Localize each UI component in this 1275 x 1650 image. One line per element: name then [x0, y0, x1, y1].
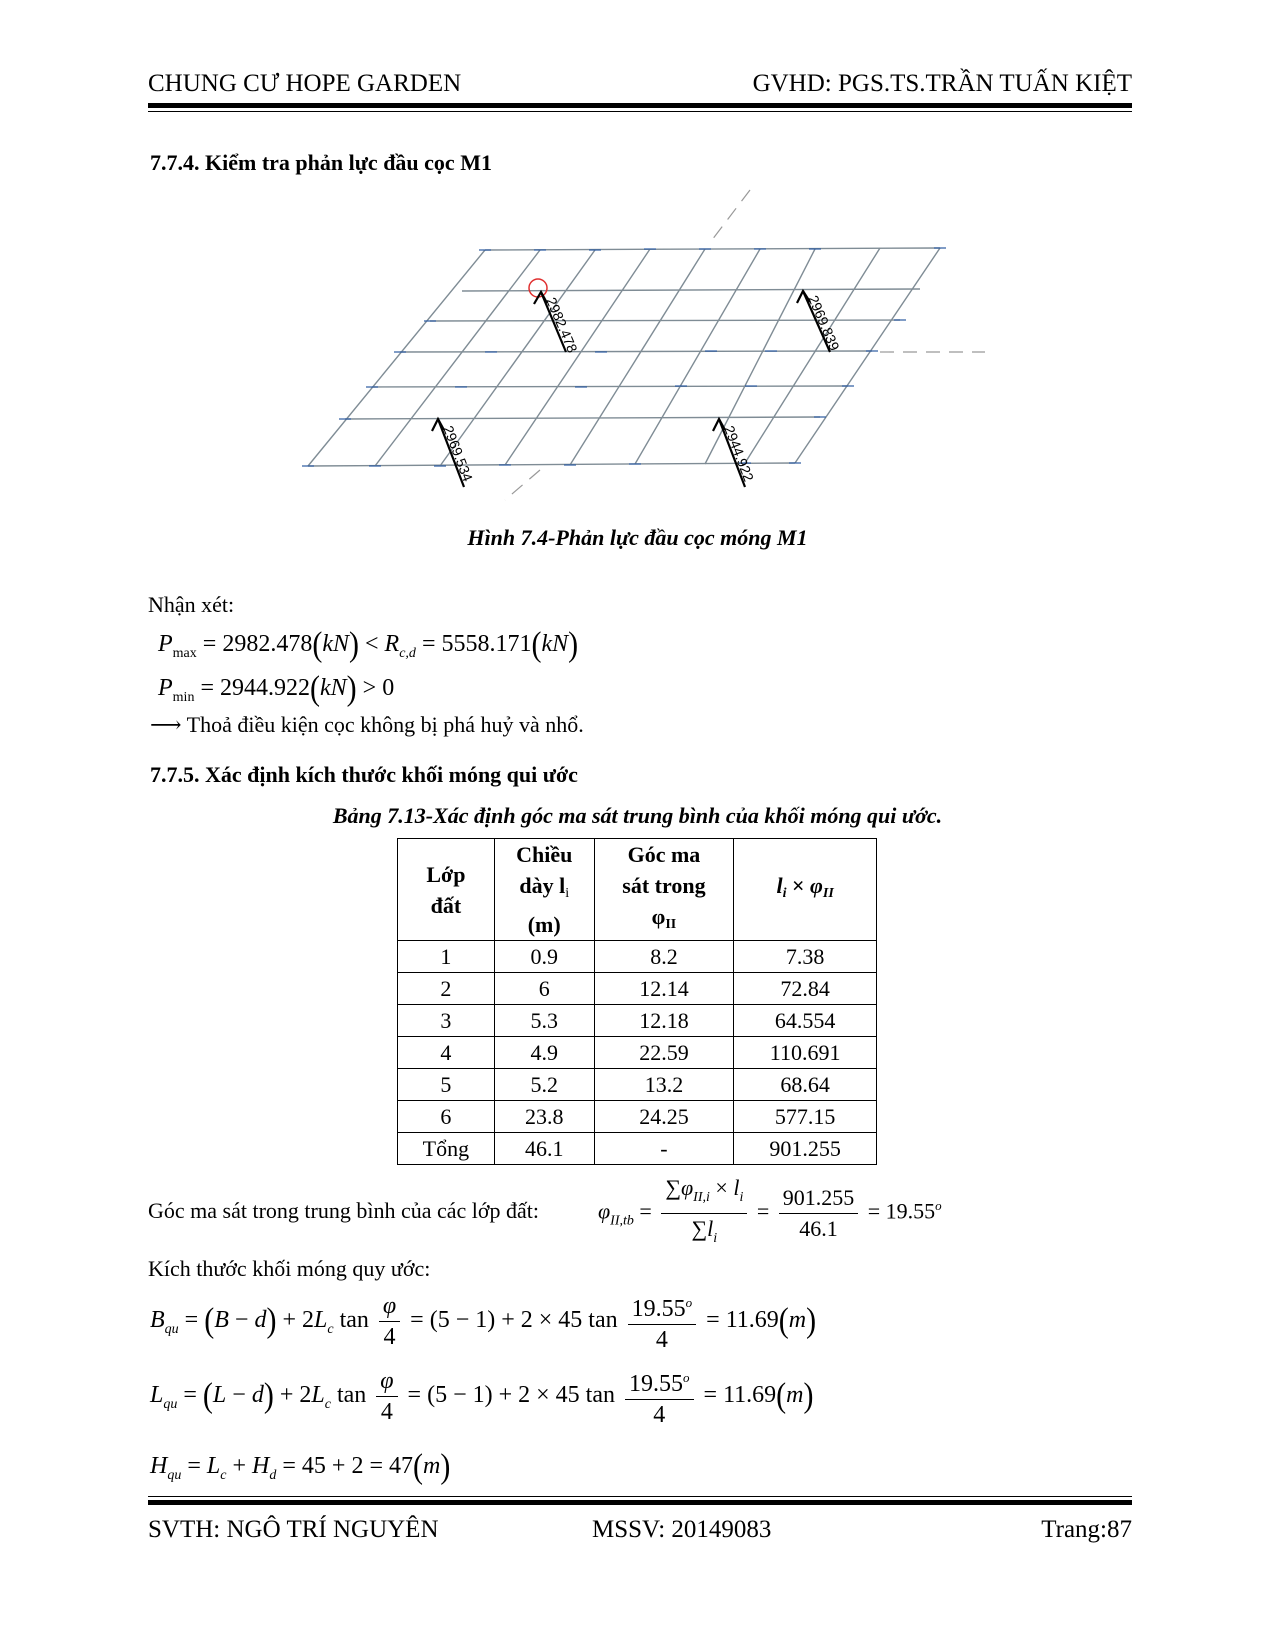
table-cell: 72.84: [734, 973, 877, 1005]
table-cell: 12.18: [594, 1005, 734, 1037]
table-cell: 1: [398, 941, 495, 973]
remark-label: Nhận xét:: [148, 592, 235, 617]
table-cell: 23.8: [494, 1101, 594, 1133]
remark-conclusion-line: [150, 712, 584, 738]
reaction-label-pmax: 2982.478: [543, 294, 581, 355]
footer-student: SVTH: NGÔ TRÍ NGUYÊN: [148, 1516, 439, 1543]
header-rule-thin: [148, 111, 1132, 112]
rcd-unit: kN: [541, 631, 569, 657]
header-rule: [148, 103, 1132, 108]
table-cell: 7.38: [734, 941, 877, 973]
header-advisor: GVHD: PGS.TS.TRẦN TUẤN KIỆT: [752, 70, 1132, 97]
table-cell: 577.15: [734, 1101, 877, 1133]
section-774-title: 7.7.4. Kiểm tra phản lực đầu cọc M1: [150, 150, 492, 175]
grid-nodes: [302, 248, 946, 466]
bqu-divisor: 4: [655, 1327, 668, 1353]
header-project-title: CHUNG CƯ HOPE GARDEN: [148, 70, 462, 97]
pmin-equation: $P_{min} = 2944.922(kN) > 0$: [158, 669, 395, 708]
bqu-value: 11.69: [725, 1307, 779, 1334]
table-cell: 13.2: [594, 1069, 734, 1101]
avg-friction-equation: $\varphi_{II,tb}$ = $\frac{\sum\varphi_{II,i} \times l_i}{\sum l_i}$ = $\frac{901.255}{46.1}$ = $19.55^o$: [598, 1175, 942, 1246]
figure-caption: Hình 7.4-Phản lực đầu cọc móng M1: [467, 525, 808, 550]
footer-mssv: MSSV: 20149083: [592, 1516, 772, 1543]
avg-friction-label: Góc ma sát trong trung bình của các lớp đất:: [148, 1198, 540, 1223]
table-cell: 64.554: [734, 1005, 877, 1037]
footer-rule-thin: [148, 1496, 1132, 1497]
table-cell: 5: [398, 1069, 495, 1101]
pmax-unit: kN: [322, 631, 349, 657]
table-cell: 901.255: [734, 1133, 877, 1165]
pile-reaction-figure: [280, 180, 1000, 510]
table-cell: 4.9: [494, 1037, 594, 1069]
lqu-expression: (5 − 1) + 2 × 45 tan: [427, 1382, 616, 1409]
table-total-row: [398, 1133, 877, 1165]
table-cell: 8.2: [594, 941, 734, 973]
reaction-label-pmin: 2944.922: [721, 423, 758, 484]
table-row: [398, 1101, 877, 1133]
table-cell: 6: [398, 1101, 495, 1133]
table-cell: 12.14: [594, 973, 734, 1005]
pmin-unit: kN: [320, 675, 347, 701]
table-cell: -: [594, 1133, 734, 1165]
reaction-label-right: 2969.839: [805, 292, 843, 353]
pile-grid: [308, 248, 940, 466]
table-row: [398, 1037, 877, 1069]
table-row: [398, 1005, 877, 1037]
bqu-angle: 19.55: [631, 1296, 686, 1322]
table-row: [398, 1069, 877, 1101]
avg-friction-numerator: 901.255: [779, 1183, 859, 1214]
friction-table: [397, 838, 877, 1165]
table-header-product: li × φII: [734, 839, 877, 941]
lqu-value: 11.69: [723, 1382, 777, 1409]
table-cell: 46.1: [494, 1133, 594, 1165]
table-row: [398, 973, 877, 1005]
hqu-expression: 45 + 2 = 47: [301, 1453, 413, 1479]
table-cell: 24.25: [594, 1101, 734, 1133]
table-cell: 0.9: [494, 941, 594, 973]
table-cell: 6: [494, 973, 594, 1005]
rcd-value: 5558.171: [441, 631, 532, 657]
table-header-layer: Lớp đất: [398, 839, 495, 941]
reaction-label-left: 2969.534: [440, 423, 477, 484]
dims-label: Kích thước khối móng quy ước:: [148, 1256, 431, 1281]
table-cell: 4: [398, 1037, 495, 1069]
table-cell: Tổng: [398, 1133, 495, 1165]
table-cell: 3: [398, 1005, 495, 1037]
pmax-value: 2982.478: [222, 631, 313, 657]
section-775-title: 7.7.5. Xác định kích thước khối móng qui ước: [150, 762, 578, 787]
table-caption: Bảng 7.13-Xác định góc ma sát trung bình của khối móng qui ước.: [332, 803, 943, 828]
table-cell: 5.3: [494, 1005, 594, 1037]
lqu-divisor: 4: [653, 1402, 666, 1428]
footer-page-number: Trang:87: [1041, 1516, 1132, 1543]
pmin-value: 2944.922: [220, 675, 310, 701]
table-cell: 5.2: [494, 1069, 594, 1101]
hqu-equation: $H_{qu} = L_c + H_d = 45 + 2 = 47(m)$: [150, 1447, 451, 1486]
table-cell: 2: [398, 973, 495, 1005]
bqu-equation: $B_{qu} = (B - d) + 2L_c$ tan $\frac{\varphi}{4}$ = (5 − 1) + 2 × 45 tan $\frac{19.55^o}{4}$ = 11.69(m): [150, 1288, 816, 1355]
avg-friction-result: 19.55: [885, 1198, 936, 1224]
table-cell: 22.59: [594, 1037, 734, 1069]
table-row: [398, 941, 877, 973]
table-cell: 68.64: [734, 1069, 877, 1101]
arrow-right-icon: ⟶: [150, 712, 182, 737]
pmax-equation: $P_{max} = 2982.478(kN) < R_{c,d} = 5558.171(kN)$: [158, 625, 579, 664]
remark-conclusion: Thoả điều kiện cọc không bị phá huỷ và nhổ.: [186, 712, 584, 737]
lqu-equation: $L_{qu} = (L - d) + 2L_c$ tan $\frac{\varphi}{4}$ = (5 − 1) + 2 × 45 tan $\frac{19.55^o}{4}$ = 11.69(m): [150, 1363, 814, 1430]
lqu-angle: 19.55: [629, 1371, 684, 1397]
bqu-expression: (5 − 1) + 2 × 45 tan: [429, 1307, 618, 1334]
table-cell: 110.691: [734, 1037, 877, 1069]
avg-friction-denominator: 46.1: [799, 1216, 838, 1241]
table-header-friction: Góc ma sát trong φII: [594, 839, 734, 941]
max-reaction-marker: [529, 279, 547, 297]
footer-rule: [148, 1500, 1132, 1505]
table-header-thickness: Chiều dày li (m): [494, 839, 594, 941]
